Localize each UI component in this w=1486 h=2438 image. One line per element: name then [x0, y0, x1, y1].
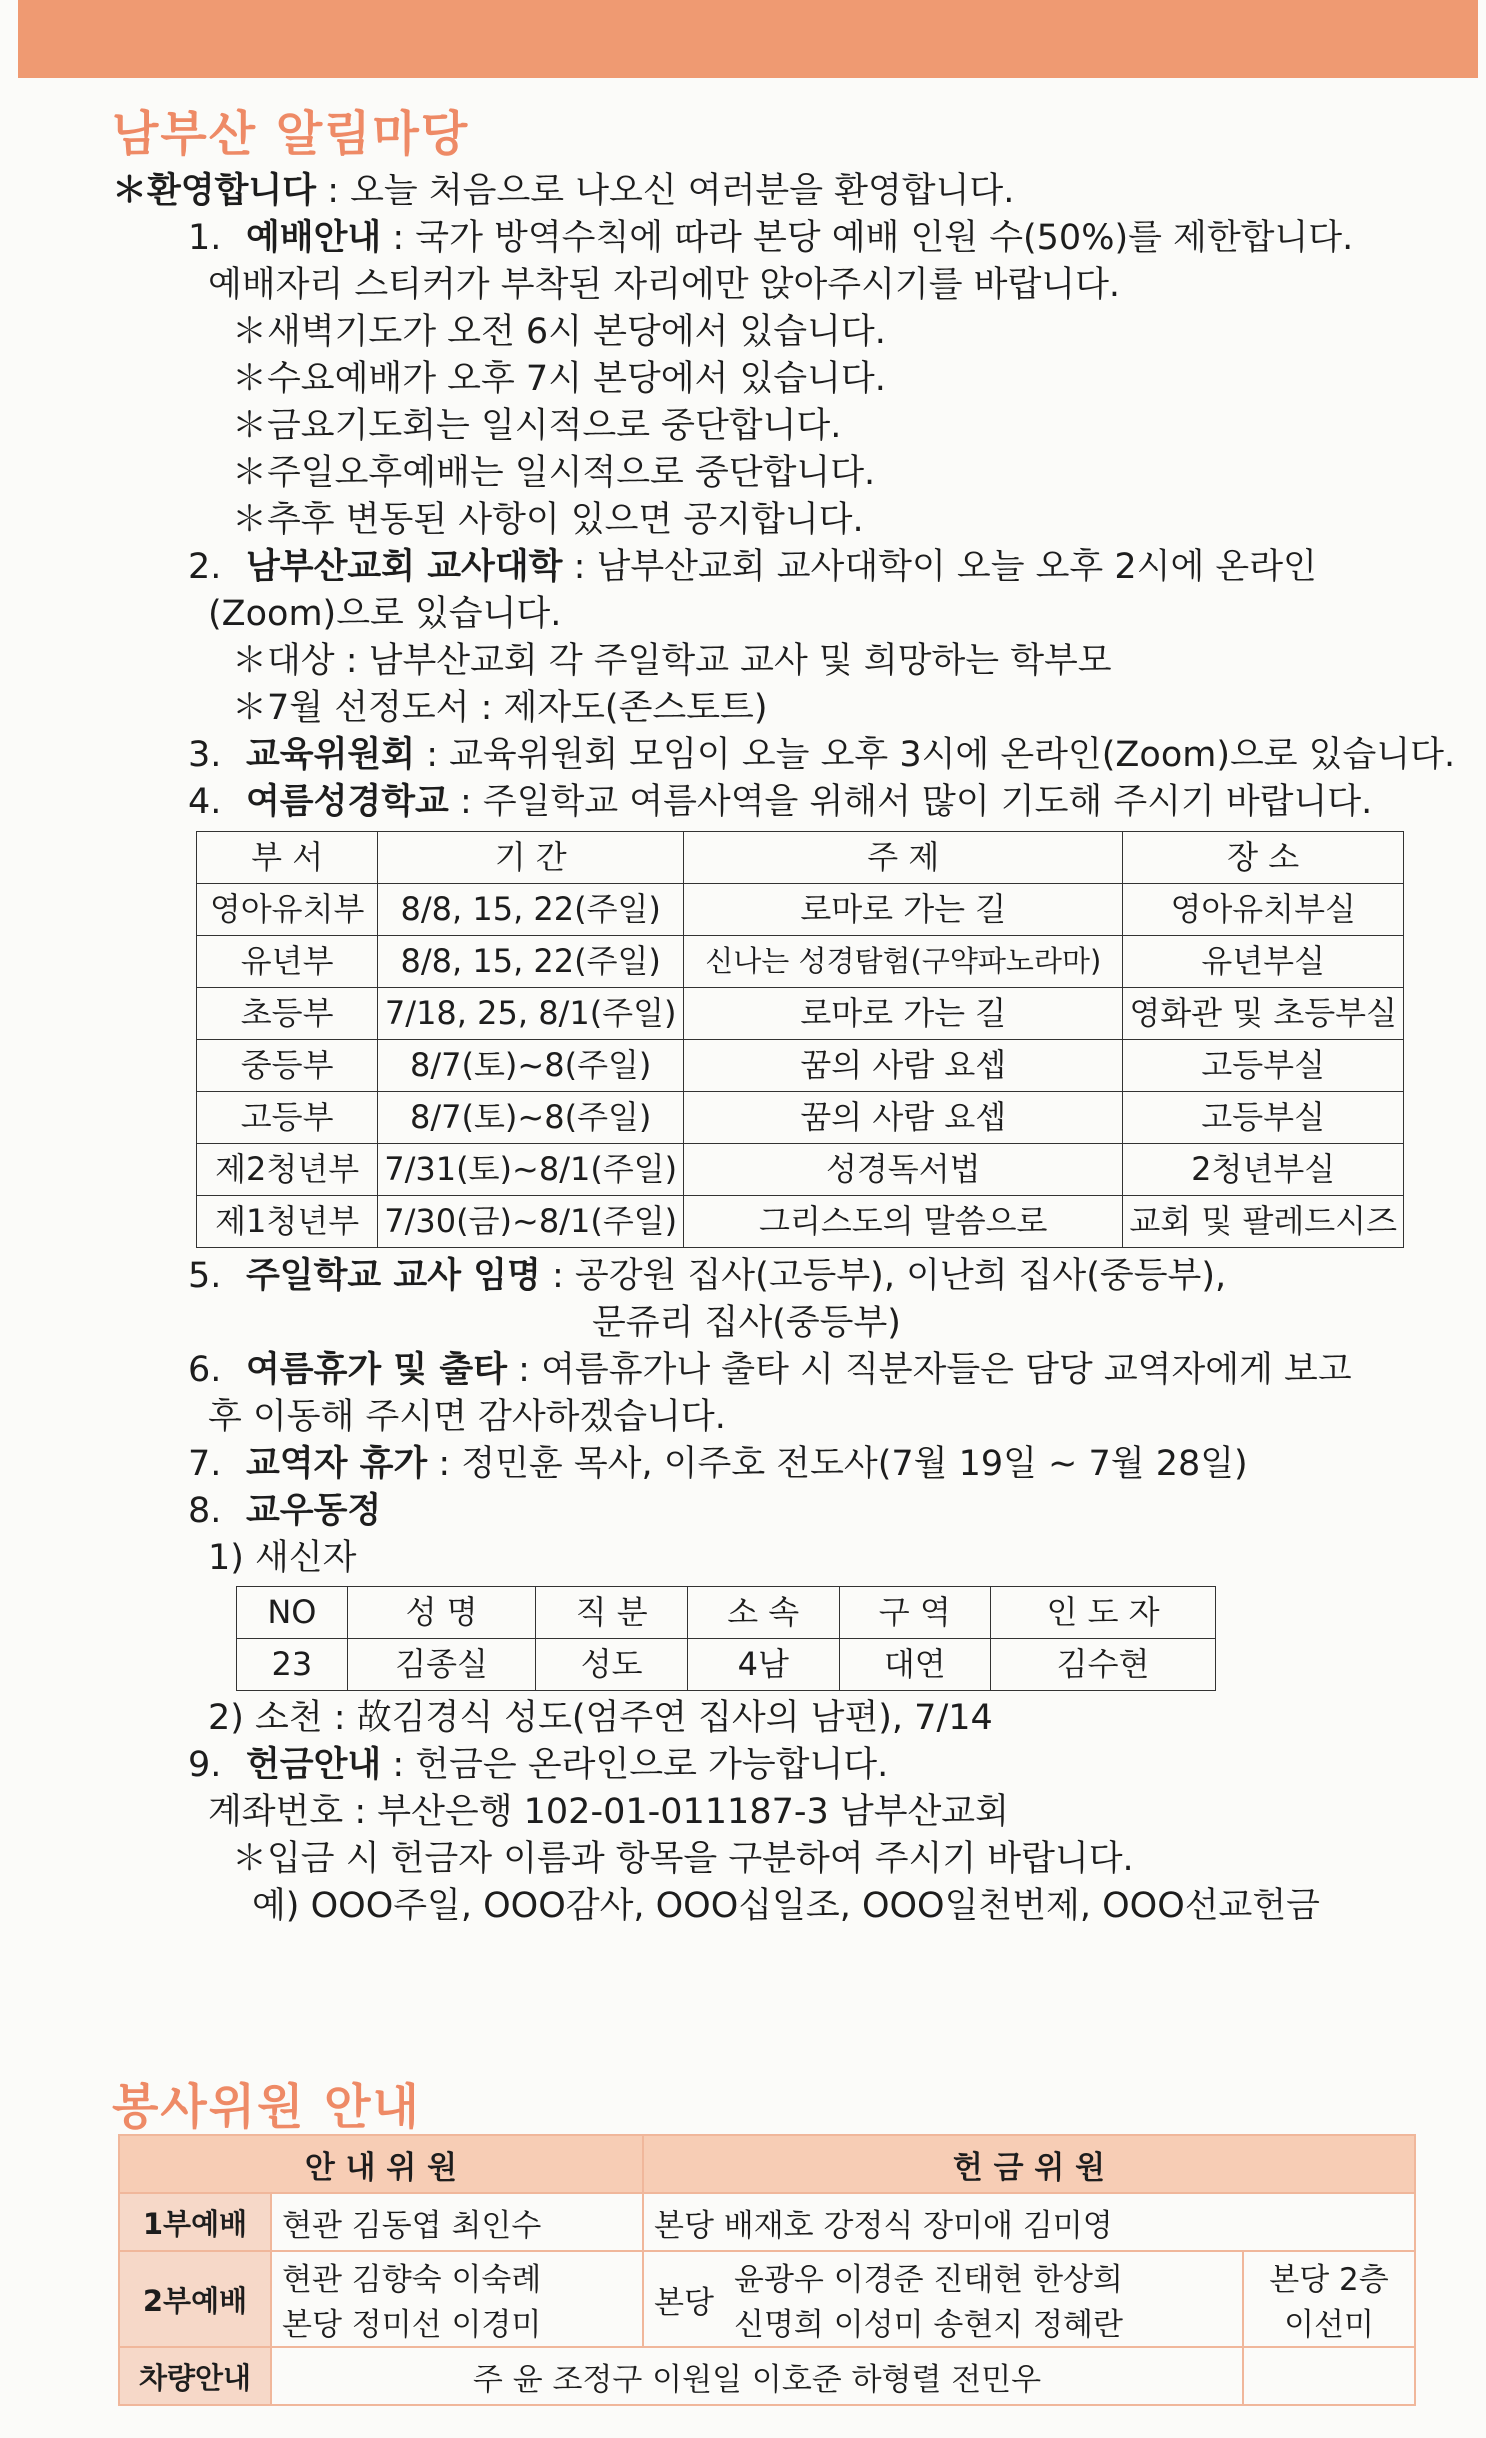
table-row: [197, 1196, 1404, 1248]
vbs-cell: 영아유치부실: [1123, 884, 1404, 936]
notice-2-bullet1: ＊대상 : 남부산교회 각 주일학교 교사 및 희망하는 학부모: [232, 641, 1112, 681]
volunteer-header-row: [119, 2135, 1415, 2193]
vbs-cell: 8/8, 15, 22(주일): [378, 936, 684, 988]
newcomer-header-row: [237, 1587, 1216, 1639]
volunteer-offering-line: 신명희 이성미 송현지 정혜란: [734, 2307, 1123, 2343]
newcomer-table: [236, 1586, 1216, 1691]
volunteer-guide-cell: 현관 김동엽 최인수: [271, 2193, 643, 2251]
vbs-cell: 제1청년부: [197, 1196, 378, 1248]
notice-6: [112, 1347, 1412, 1394]
vbs-cell: 8/7(토)~8(주일): [378, 1092, 684, 1144]
notice-1: [112, 215, 1412, 262]
vbs-cell: 유년부실: [1123, 936, 1404, 988]
volunteer-table: [118, 2134, 1416, 2406]
volunteer-row-label: 차량안내: [119, 2347, 271, 2405]
vbs-cell: 7/18, 25, 8/1(주일): [378, 988, 684, 1040]
notice-2-head: 남부산교회 교사대학: [246, 547, 563, 587]
vbs-cell: 성경독서법: [684, 1144, 1123, 1196]
newcomer-header-guide: 인 도 자: [991, 1587, 1216, 1639]
vbs-cell: 그리스도의 말씀으로: [684, 1196, 1123, 1248]
vbs-cell: 꿈의 사람 요셉: [684, 1040, 1123, 1092]
notice-5-num: 5.: [188, 1256, 222, 1296]
vbs-cell: 신나는 성경탐험(구약파노라마): [684, 936, 1123, 988]
notice-4: [112, 779, 1412, 826]
notice-1-bullet1: ＊새벽기도가 오전 6시 본당에서 있습니다.: [232, 312, 886, 352]
vbs-header-place: 장 소: [1123, 832, 1404, 884]
notice-6-head: 여름휴가 및 출타: [246, 1350, 508, 1390]
notice-7: [112, 1441, 1412, 1488]
notice-3: [112, 732, 1456, 779]
volunteer-offering-cell: 본당 배재호 강정식 장미애 김미영: [643, 2193, 1415, 2251]
vbs-cell: 제2청년부: [197, 1144, 378, 1196]
vbs-header-row: [197, 832, 1404, 884]
notice-2-bullet2: ＊7월 선정도서 : 제자도(존스토트): [232, 688, 768, 728]
notice-7-text: : 정민훈 목사, 이주호 전도사(7월 19일 ~ 7월 28일): [427, 1444, 1248, 1484]
notice-5-text: : 공강원 집사(고등부), 이난희 집사(중등부),: [540, 1256, 1227, 1296]
notice-8-head: 교우동정: [246, 1491, 382, 1531]
notice-5-head: 주일학교 교사 임명: [246, 1256, 541, 1296]
notice-8: [112, 1488, 1412, 1535]
notice-1-text: : 국가 방역수칙에 따라 본당 예배 인원 수(50%)를 제한합니다.: [381, 218, 1354, 258]
welcome-text: : 오늘 처음으로 나오신 여러분을 환영합니다.: [316, 171, 1015, 211]
table-row: [119, 2193, 1415, 2251]
notice-4-text: : 주일학교 여름사역을 위해서 많이 기도해 주시기 바랍니다.: [448, 782, 1373, 822]
vbs-cell: 로마로 가는 길: [684, 884, 1123, 936]
notice-1-bullet5: ＊추후 변동된 사항이 있으면 공지합니다.: [232, 500, 864, 540]
notice-1-bullet4: ＊주일오후예배는 일시적으로 중단합니다.: [232, 453, 876, 493]
table-row: [197, 988, 1404, 1040]
volunteer-extra-line: 본당 2층: [1269, 2262, 1389, 2298]
volunteer-row-label: 2부예배: [119, 2251, 271, 2347]
volunteer-guide-cell: [271, 2251, 643, 2347]
volunteer-header-guide: 안 내 위 원: [119, 2135, 643, 2193]
notice-welcome: [112, 168, 1412, 215]
top-banner: [18, 0, 1478, 78]
vbs-cell: 영화관 및 초등부실: [1123, 988, 1404, 1040]
vbs-cell: 꿈의 사람 요셉: [684, 1092, 1123, 1144]
table-row: [119, 2347, 1415, 2405]
newcomer-cell: 성도: [536, 1639, 688, 1691]
vbs-cell: 2청년부실: [1123, 1144, 1404, 1196]
notice-3-num: 3.: [188, 735, 222, 775]
notice-8-sub2: 2) 소천 : 故김경식 성도(엄주연 집사의 남편), 7/14: [208, 1698, 993, 1738]
table-row: [197, 1144, 1404, 1196]
notice-1-line2: 예배자리 스티커가 부착된 자리에만 앉아주시기를 바랍니다.: [208, 265, 1121, 305]
vbs-cell: 7/30(금)~8/1(주일): [378, 1196, 684, 1248]
notice-9-text: : 헌금은 온라인으로 가능합니다.: [381, 1745, 889, 1785]
vbs-cell: 고등부실: [1123, 1092, 1404, 1144]
newcomer-header-district: 구 역: [839, 1587, 991, 1639]
notice-3-head: 교육위원회: [246, 735, 416, 775]
section-title-volunteers: 봉사위원 안내: [112, 2079, 421, 2135]
notice-7-num: 7.: [188, 1444, 222, 1484]
notice-4-num: 4.: [188, 782, 222, 822]
notice-1-bullet3: ＊금요기도회는 일시적으로 중단합니다.: [232, 406, 842, 446]
newcomer-cell: 23: [237, 1639, 348, 1691]
vbs-cell: 중등부: [197, 1040, 378, 1092]
notice-6-line2: 후 이동해 주시면 감사하겠습니다.: [208, 1397, 726, 1437]
volunteer-guide-line: 현관 김향숙 이숙례: [282, 2262, 542, 2298]
vbs-cell: 고등부실: [1123, 1040, 1404, 1092]
notice-4-head: 여름성경학교: [246, 782, 449, 822]
notice-9-head: 헌금안내: [246, 1745, 382, 1785]
newcomer-cell: 김수현: [991, 1639, 1216, 1691]
notice-2: [112, 544, 1412, 591]
volunteer-offering-cell: [724, 2251, 1243, 2347]
table-row: [197, 884, 1404, 936]
notice-9-bullet1: ＊입금 시 헌금자 이름과 항목을 구분하여 주시기 바랍니다.: [232, 1839, 1134, 1879]
notice-5-line2: 문쥬리 집사(중등부): [592, 1303, 901, 1343]
volunteer-header-offering: 헌 금 위 원: [643, 2135, 1415, 2193]
vbs-cell: 유년부: [197, 936, 378, 988]
vbs-cell: 초등부: [197, 988, 378, 1040]
newcomer-cell: 4남: [687, 1639, 839, 1691]
notice-3-text: : 교육위원회 모임이 오늘 오후 3시에 온라인(Zoom)으로 있습니다.: [415, 735, 1456, 775]
notice-1-bullet2: ＊수요예배가 오후 7시 본당에서 있습니다.: [232, 359, 886, 399]
notice-5: [112, 1253, 1412, 1300]
vbs-cell: 교회 및 팔레드시즈: [1123, 1196, 1404, 1248]
notice-6-text: : 여름휴가나 출타 시 직분자들은 담당 교역자에게 보고: [507, 1350, 1352, 1390]
notice-8-num: 8.: [188, 1491, 222, 1531]
newcomer-cell: 대연: [839, 1639, 991, 1691]
notice-2-num: 2.: [188, 547, 222, 587]
newcomer-cell: 김종실: [347, 1639, 536, 1691]
volunteer-extra-cell: [1243, 2251, 1415, 2347]
notice-2-text: : 남부산교회 교사대학이 오늘 오후 2시에 온라인: [562, 547, 1317, 587]
welcome-head: ＊환영합니다: [112, 171, 317, 211]
notice-9-num: 9.: [188, 1745, 222, 1785]
section-title-notices: 남부산 알림마당: [112, 106, 470, 162]
notice-list: [112, 168, 1456, 1930]
table-row: [237, 1639, 1216, 1691]
vbs-cell: 8/7(토)~8(주일): [378, 1040, 684, 1092]
notice-6-num: 6.: [188, 1350, 222, 1390]
vbs-cell: 7/31(토)~8/1(주일): [378, 1144, 684, 1196]
notice-2-line2: (Zoom)으로 있습니다.: [208, 594, 562, 634]
volunteer-row-label: 1부예배: [119, 2193, 271, 2251]
volunteer-guide-line: 본당 정미선 이경미: [282, 2307, 542, 2343]
vbs-cell: 고등부: [197, 1092, 378, 1144]
volunteer-offering-line: 윤광우 이경준 진태현 한상희: [734, 2262, 1123, 2298]
vbs-cell: 영아유치부: [197, 884, 378, 936]
notice-9-bullet2: 예) OOO주일, OOO감사, OOO십일조, OOO일천번제, OOO선교헌금: [252, 1886, 1320, 1926]
notice-8-sub1: 1) 새신자: [208, 1538, 357, 1578]
vbs-header-theme: 주 제: [684, 832, 1123, 884]
newcomer-header-title: 직 분: [536, 1587, 688, 1639]
newcomer-header-group: 소 속: [687, 1587, 839, 1639]
notice-9-line2: 계좌번호 : 부산은행 102-01-011187-3 남부산교회: [208, 1792, 1009, 1832]
notice-7-head: 교역자 휴가: [246, 1444, 428, 1484]
table-row: [197, 1040, 1404, 1092]
vbs-header-dept: 부 서: [197, 832, 378, 884]
notice-1-num: 1.: [188, 218, 222, 258]
volunteer-extra-line: 이선미: [1284, 2307, 1374, 2343]
table-row: [197, 936, 1404, 988]
vbs-cell: 8/8, 15, 22(주일): [378, 884, 684, 936]
newcomer-header-name: 성 명: [347, 1587, 536, 1639]
notice-9: [112, 1742, 1412, 1789]
table-row: [119, 2251, 1415, 2347]
volunteer-driver-cell: 주 윤 조정구 이원일 이호준 하형렬 전민우: [271, 2347, 1243, 2405]
notice-1-head: 예배안내: [246, 218, 382, 258]
vbs-header-period: 기 간: [378, 832, 684, 884]
table-row: [197, 1092, 1404, 1144]
newcomer-header-no: NO: [237, 1587, 348, 1639]
vbs-cell: 로마로 가는 길: [684, 988, 1123, 1040]
vbs-table: [196, 831, 1404, 1248]
volunteer-empty-cell: [1243, 2347, 1415, 2405]
volunteer-place-cell: 본당: [643, 2251, 724, 2347]
